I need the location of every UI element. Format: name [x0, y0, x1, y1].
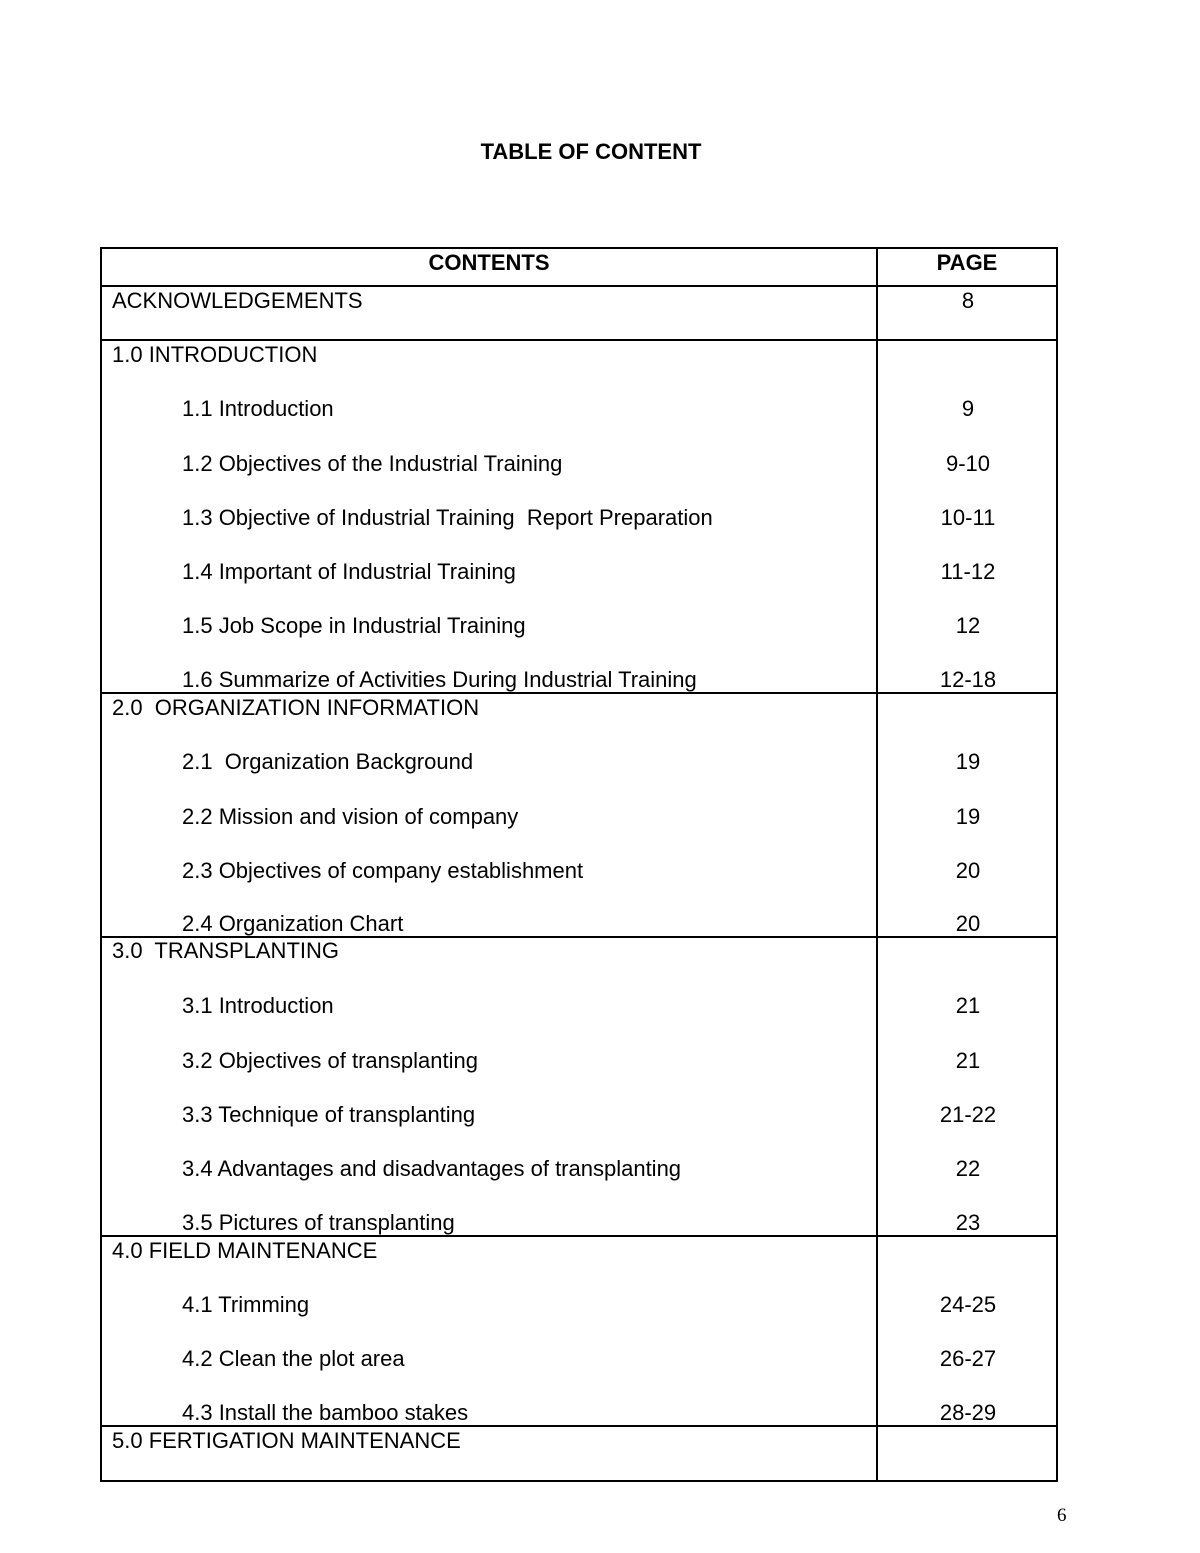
toc-entry: 1.1 Introduction: [182, 396, 334, 421]
toc-page-number: 10-11: [940, 505, 996, 530]
toc-entry: 2.1 Organization Background: [182, 749, 474, 774]
toc-table: [100, 247, 1058, 1482]
toc-page-number: 19: [955, 749, 981, 774]
toc-page-number: 12-18: [939, 667, 997, 692]
page-title: TABLE OF CONTENT: [480, 139, 702, 164]
toc-page-number: 26-27: [939, 1346, 997, 1371]
toc-entry: 1.2 Objectives of the Industrial Training: [182, 451, 563, 476]
toc-entry: 1.4 Important of Industrial Training: [182, 559, 516, 584]
toc-page-number: 20: [955, 858, 981, 883]
toc-page-number: 28-29: [939, 1400, 997, 1425]
toc-entry: 1.6 Summarize of Activities During Industrial Training: [182, 667, 697, 692]
toc-page-number: 21: [955, 1048, 981, 1073]
page-column-header: PAGE: [936, 250, 998, 275]
toc-page-number: 22: [955, 1156, 981, 1181]
toc-page-number: 21: [955, 993, 981, 1018]
toc-page-number: 24-25: [939, 1292, 997, 1317]
toc-entry: 4.3 Install the bamboo stakes: [182, 1400, 469, 1425]
toc-entry: 2.3 Objectives of company establishment: [182, 858, 584, 883]
table-border-left: [100, 247, 102, 1482]
toc-entry: 3.5 Pictures of transplanting: [182, 1210, 455, 1235]
toc-entry: 3.4 Advantages and disadvantages of transplanting: [182, 1156, 682, 1181]
toc-section-heading: ACKNOWLEDGEMENTS: [112, 288, 363, 313]
toc-page-number: 21-22: [939, 1102, 997, 1127]
toc-section-heading: 1.0 INTRODUCTION: [112, 342, 318, 367]
toc-page-number: 8: [961, 288, 975, 313]
toc-entry: 2.4 Organization Chart: [182, 911, 404, 936]
toc-entry: 1.3 Objective of Industrial Training Report Preparation: [182, 505, 713, 530]
toc-page-number: 11-12: [940, 559, 996, 584]
page-number: 6: [1057, 1505, 1067, 1526]
toc-entry: 3.2 Objectives of transplanting: [182, 1048, 478, 1073]
toc-section-heading: 4.0 FIELD MAINTENANCE: [112, 1238, 378, 1263]
toc-entry: 4.2 Clean the plot area: [182, 1346, 405, 1371]
toc-entry: 4.1 Trimming: [182, 1292, 310, 1317]
toc-page-number: 19: [955, 804, 981, 829]
toc-page-number: 9-10: [945, 451, 991, 476]
toc-entry: 3.3 Technique of transplanting: [182, 1102, 476, 1127]
row-divider: [100, 339, 1058, 341]
toc-section-heading: 2.0 ORGANIZATION INFORMATION: [112, 695, 480, 720]
toc-page-number: 23: [955, 1210, 981, 1235]
toc-page-number: 12: [955, 613, 981, 638]
toc-entry: 3.1 Introduction: [182, 993, 334, 1018]
toc-section-heading: 3.0 TRANSPLANTING: [112, 938, 339, 963]
toc-entry: 2.2 Mission and vision of company: [182, 804, 519, 829]
toc-page-number: 9: [961, 396, 975, 421]
toc-page-number: 20: [955, 911, 981, 936]
table-border-bottom: [100, 1480, 1058, 1482]
table-border-top: [100, 247, 1058, 249]
toc-section-heading: 5.0 FERTIGATION MAINTENANCE: [112, 1428, 461, 1453]
header-divider: [100, 285, 1058, 287]
contents-column-header: CONTENTS: [428, 250, 550, 275]
toc-entry: 1.5 Job Scope in Industrial Training: [182, 613, 526, 638]
